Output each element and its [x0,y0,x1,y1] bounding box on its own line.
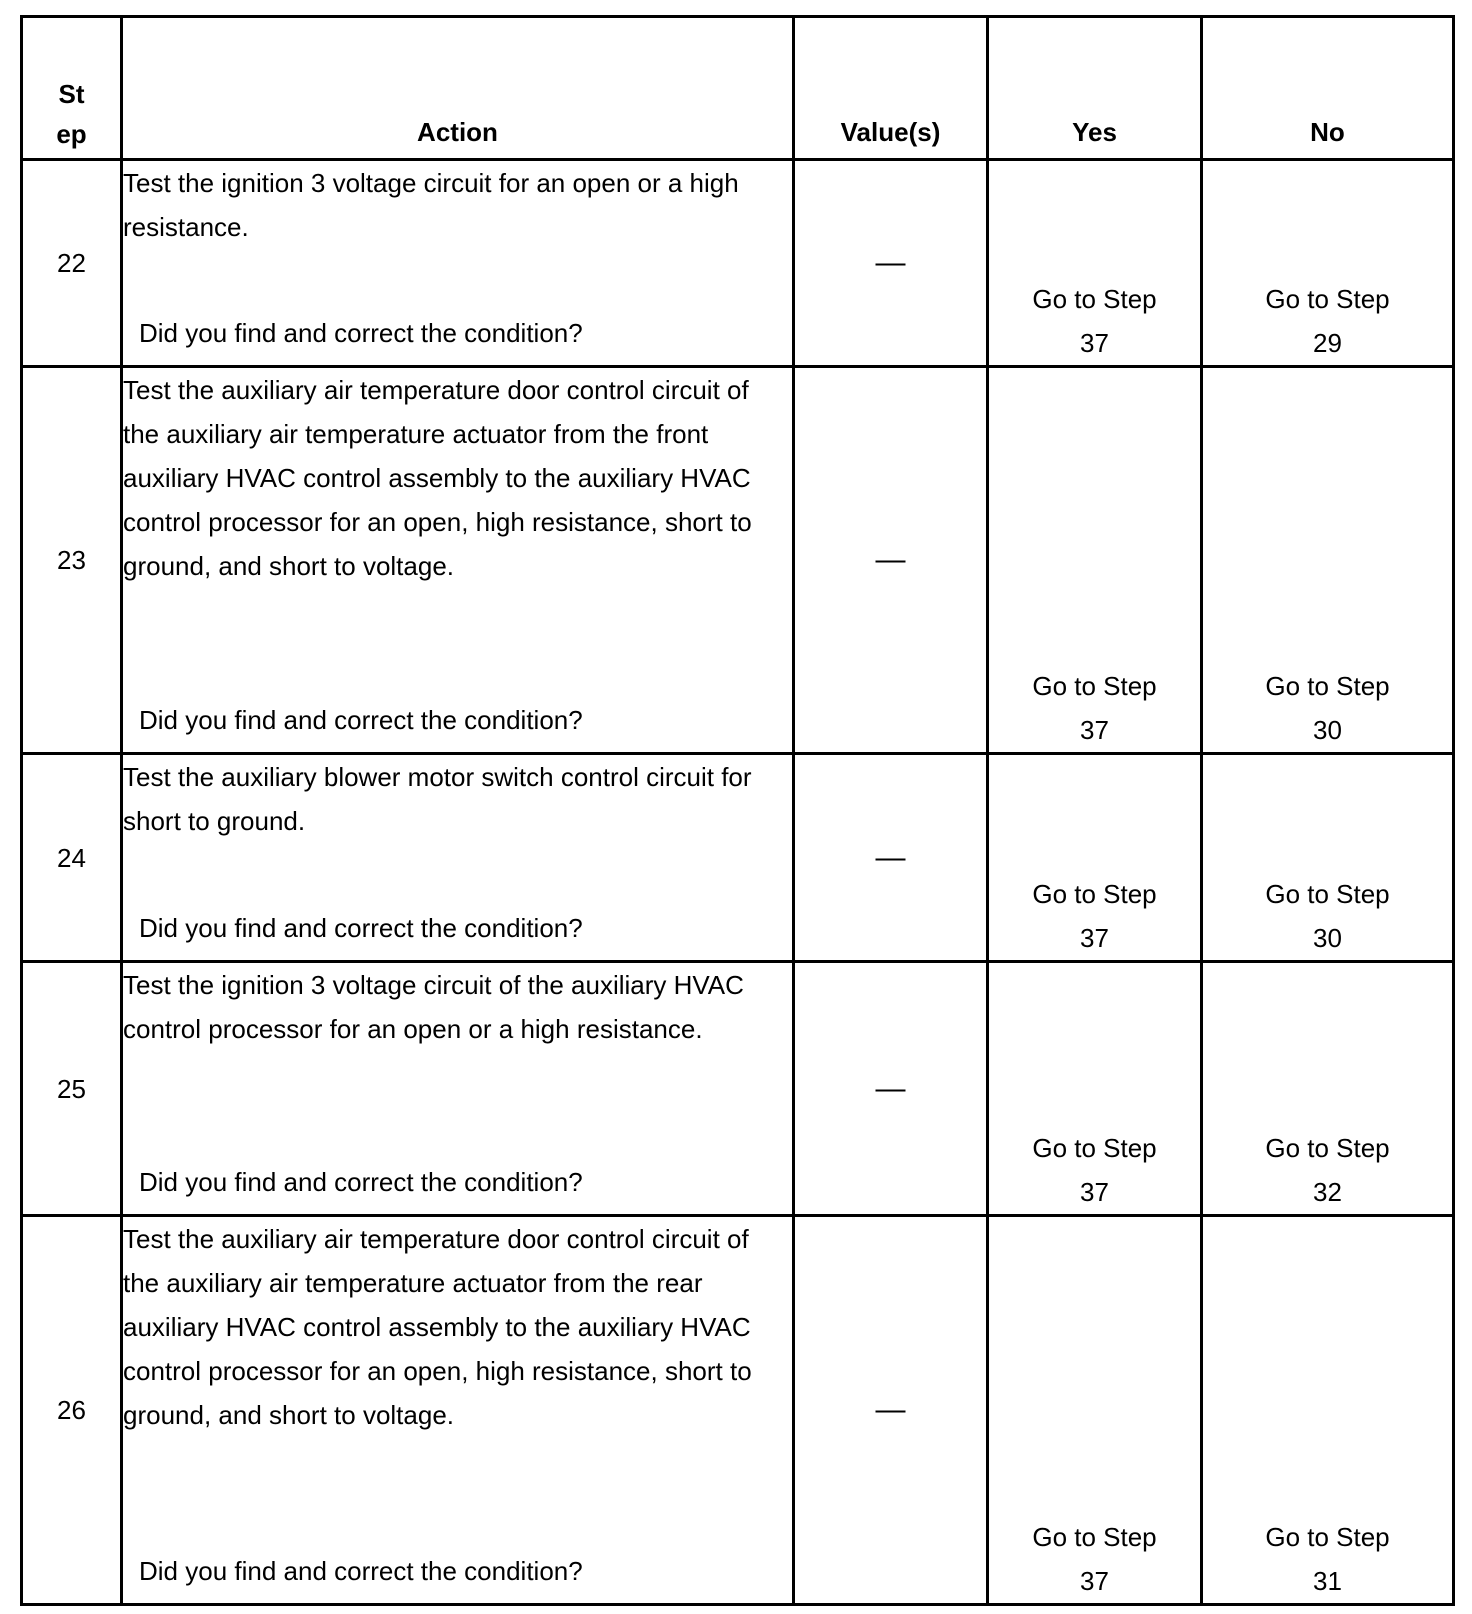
action-question: Did you find and correct the condition? [139,705,583,735]
no-label: Go to Step [1265,879,1390,909]
values-column-header: Value(s) [794,17,988,160]
table-row [22,160,1454,367]
yes-step: 37 [1080,328,1109,358]
action-question: Did you find and correct the condition? [139,1167,583,1197]
step-number: 25 [22,962,122,1216]
diagnostic-table [20,15,1455,1606]
no-column-header: No [1202,17,1454,160]
table-row [22,1216,1454,1605]
action-question: Did you find and correct the condition? [139,913,583,943]
table-row [22,962,1454,1216]
header-row [22,17,1454,160]
yes-cell [988,367,1202,754]
action-cell [122,367,794,754]
step-number: 23 [22,367,122,754]
no-step: 32 [1313,1177,1342,1207]
value-cell: — [794,160,988,367]
step-number: 26 [22,1216,122,1605]
action-cell [122,160,794,367]
no-step: 31 [1313,1566,1342,1596]
yes-step: 37 [1080,923,1109,953]
step-column-header [22,17,122,160]
action-question: Did you find and correct the condition? [139,318,583,348]
yes-step: 37 [1080,1566,1109,1596]
no-cell [1202,754,1454,962]
action-cell [122,1216,794,1605]
value-cell: — [794,754,988,962]
no-cell [1202,962,1454,1216]
yes-label: Go to Step [1032,1133,1157,1163]
action-instruction: Test the ignition 3 voltage circuit for an open or a high resistance. [123,168,739,242]
action-cell [122,754,794,962]
no-label: Go to Step [1265,1133,1390,1163]
no-label: Go to Step [1265,284,1390,314]
action-instruction: Test the auxiliary air temperature door control circuit of the auxiliary air temperature actuator from the rear auxiliary HVAC control assembly to the auxiliary HVAC control processor for an open, high resistance, short to ground, and short to voltage. [123,1224,752,1430]
yes-cell [988,754,1202,962]
no-cell [1202,367,1454,754]
yes-label: Go to Step [1032,879,1157,909]
yes-column-header: Yes [988,17,1202,160]
yes-label: Go to Step [1032,284,1157,314]
yes-label: Go to Step [1032,1522,1157,1552]
action-instruction: Test the auxiliary blower motor switch control circuit for short to ground. [123,762,752,836]
no-cell [1202,160,1454,367]
no-step: 30 [1313,715,1342,745]
no-cell [1202,1216,1454,1605]
action-instruction: Test the ignition 3 voltage circuit of the auxiliary HVAC control processor for an open or a high resistance. [123,970,744,1044]
no-label: Go to Step [1265,671,1390,701]
yes-step: 37 [1080,715,1109,745]
table-row [22,367,1454,754]
step-number: 22 [22,160,122,367]
yes-cell [988,1216,1202,1605]
value-cell: — [794,367,988,754]
yes-cell [988,962,1202,1216]
no-label: Go to Step [1265,1522,1390,1552]
yes-step: 37 [1080,1177,1109,1207]
step-number: 24 [22,754,122,962]
action-question: Did you find and correct the condition? [139,1556,583,1586]
action-cell [122,962,794,1216]
step-header-line2: ep [56,119,87,149]
no-step: 29 [1313,328,1342,358]
table-row [22,754,1454,962]
value-cell: — [794,1216,988,1605]
action-column-header: Action [122,17,794,160]
action-instruction: Test the auxiliary air temperature door control circuit of the auxiliary air temperature actuator from the front auxiliary HVAC control assembly to the auxiliary HVAC control processor for an open, high resistance, short to ground, and short to voltage. [123,375,752,581]
value-cell: — [794,962,988,1216]
step-header-line1: St [58,79,85,109]
yes-label: Go to Step [1032,671,1157,701]
no-step: 30 [1313,923,1342,953]
yes-cell [988,160,1202,367]
